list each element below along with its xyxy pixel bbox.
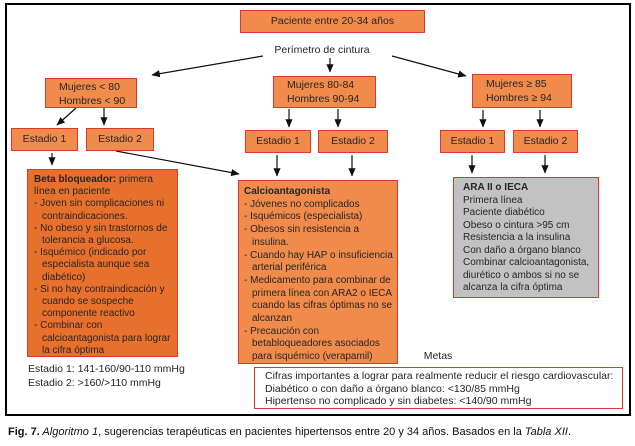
stage1-right-box: Estadio 1: [440, 130, 505, 153]
list-item: Paciente diabético: [463, 207, 545, 218]
list-item: - Medicamento para combinar de primera línea con ARA2 o IECA cuando las cifras óptimas no se alcanzan: [244, 274, 393, 325]
caption-fig-label: Fig. 7.: [8, 426, 40, 438]
list-item: - Isquémico (indicado por especialista aunque sea diabético): [34, 247, 150, 283]
list-item: - No obeso y sin trastornos de tolerancia a glucosa.: [34, 222, 168, 247]
calcium-antagonist-bullets: [244, 199, 393, 364]
caption-body: , sugerencias terapéuticas en pacientes hipertensos entre 20 y 34 años. Basados en la: [98, 426, 525, 438]
list-item: - Jóvenes no complicados: [244, 198, 360, 210]
list-item: - Combinar con calcioantagonista para lograr la cifra óptima: [34, 320, 171, 356]
branch-right-box: [472, 74, 572, 108]
decision-label: Perímetro de cintura: [274, 44, 370, 56]
branch-middle-line2: Hombres 90-94: [287, 93, 360, 105]
ara-ieca-lines: [463, 195, 594, 295]
ara-ieca-title: ARA II o IECA: [463, 182, 529, 193]
caption-table-ref: Tabla XII: [524, 426, 568, 438]
beta-blocker-bullets: [34, 198, 173, 357]
stage-values: [28, 363, 185, 390]
figure-caption: [8, 426, 630, 438]
goals-label: Metas: [423, 350, 453, 362]
beta-blocker-box: [27, 169, 178, 357]
stage1-left-box: Estadio 1: [11, 128, 78, 151]
list-item: Obeso o cintura >95 cm: [463, 219, 570, 231]
branch-middle-box: [273, 76, 376, 108]
branch-right-line1: Mujeres ≥ 85: [486, 78, 547, 90]
calcium-antagonist-box: [238, 180, 398, 364]
list-item: Combinar calcioantagonista, diurético o ambos si no se alcanza la cifra óptima: [463, 257, 590, 293]
list-item: - Isquémicos (especialista): [244, 211, 363, 223]
caption-period: .: [567, 426, 571, 438]
list-item: Cifras importantes a lograr para realmente reducir el riesgo cardiovascular:: [265, 370, 614, 382]
stage2-right-box: Estadio 2: [513, 130, 578, 153]
list-item: Hipertenso no complicado y sin diabetes: <140/90 mmHg: [265, 395, 532, 407]
stage1-middle-box: Estadio 1: [245, 130, 311, 153]
list-item: - Precaución con betabloqueadores asociados para isquémico (verapamil): [244, 325, 380, 363]
list-item: Estadio 2: >160/>110 mmHg: [28, 376, 161, 389]
list-item: - Cuando hay HAP o insuficiencia arterial periférica: [244, 249, 393, 274]
stage2-left-box: Estadio 2: [86, 128, 154, 151]
branch-middle-line1: Mujeres 80-84: [287, 79, 355, 91]
calcium-antagonist-title: Calcioantagonista: [244, 186, 331, 197]
beta-blocker-title-rest: primera línea en paciente: [34, 174, 153, 198]
list-item: Primera línea: [463, 194, 523, 206]
list-item: - Obesos sin resistencia a insulina.: [244, 224, 360, 248]
stage2-middle-box: Estadio 2: [318, 130, 388, 153]
branch-left-line2: Hombres < 90: [59, 95, 126, 107]
list-item: - Joven sin complicaciones ni contraindicaciones.: [34, 198, 165, 222]
beta-blocker-title-bold: Beta bloqueador:: [34, 174, 117, 185]
branch-left-box: [45, 78, 137, 108]
branch-right-line2: Hombres ≥ 94: [486, 92, 552, 104]
list-item: Diabético o con daño a órgano blanco: <130/85 mmHg: [265, 382, 520, 395]
goals-box: [254, 367, 623, 409]
beta-blocker-title: [34, 174, 173, 198]
ara-ieca-box: [453, 177, 599, 298]
list-item: Estadio 1: 141-160/90-110 mmHg: [28, 363, 185, 375]
list-item: Con daño a órgano blanco: [463, 244, 581, 256]
list-item: - Si no hay contraindicación y cuando se sospeche componente reactivo: [34, 283, 165, 320]
list-item: Resistencia a la insulina: [463, 232, 571, 243]
caption-title: Algoritmo 1: [39, 426, 99, 438]
branch-left-line1: Mujeres < 80: [59, 81, 120, 93]
root-box: Paciente entre 20-34 años: [240, 10, 425, 33]
